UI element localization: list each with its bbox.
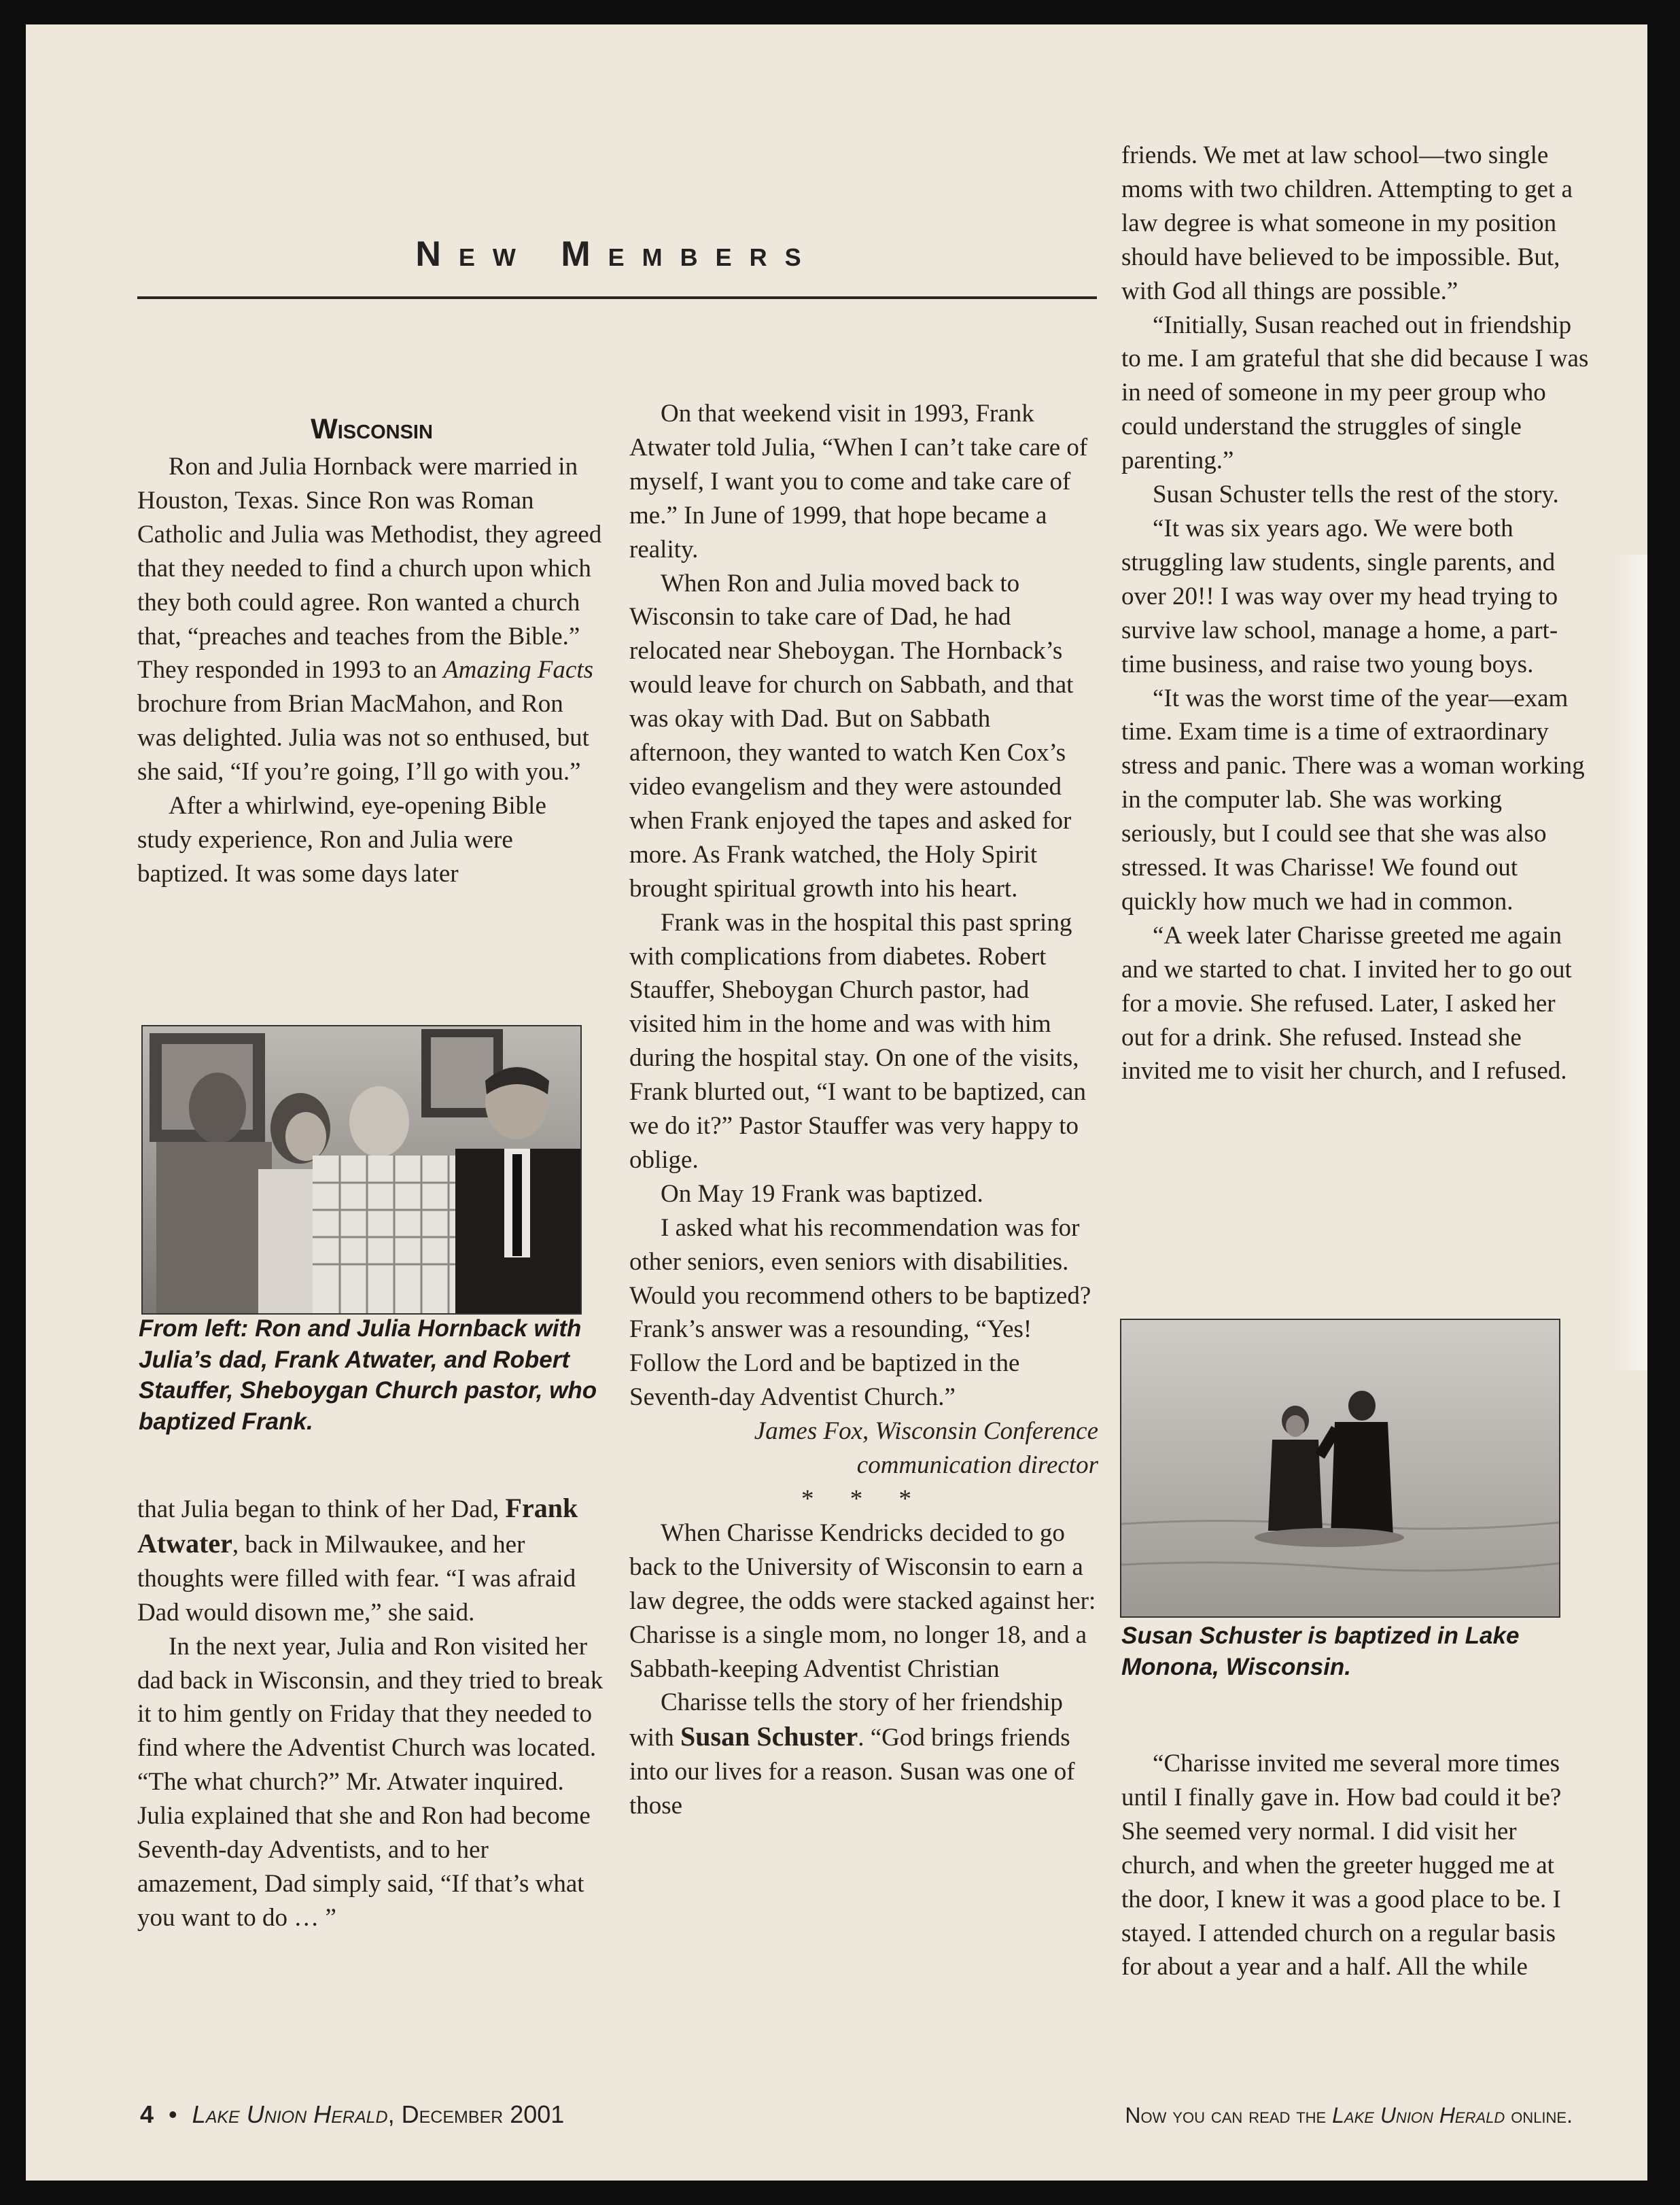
column-2 [629,397,1098,1823]
photo-hornback-family [141,1025,582,1315]
page-title: New Members [137,223,1097,299]
column-1-continued [137,1491,606,1935]
photo-lake-baptism [1120,1319,1560,1618]
footer-note: Now you can read the [1125,2103,1333,2128]
paragraph: In the next year, Julia and Ron visited her dad back in Wisconsin, and they tried to break it to him gently on Friday that they needed to find where the Adventist Church was located. “The what church?” Mr. Atwater inquired. Julia explained that she and Ron had become Seventh-day Adventists, and to her amazement, Dad simply said, “If that’s what you want to do … ” [137,1632,603,1932]
column-1 [137,412,606,891]
name-frank-atwater: Frank Atwater [137,1493,578,1559]
brochure-title: Amazing Facts [443,656,594,684]
publication-name: Lake Union Herald [192,2100,388,2128]
footer-note-end: online. [1505,2103,1573,2128]
section-heading-wisconsin: Wisconsin [311,413,433,445]
footer-bullet: • [169,2100,177,2128]
paragraph: Susan Schuster tells the rest of the story. [1153,481,1559,509]
paragraph: “Initially, Susan reached out in friendship to me. I am grateful that she did because I was in need of someone in my peer group who could understand the struggles of single parenting.” [1121,311,1589,475]
paragraph: that Julia began to think of her Dad, Frank Atwater, back in Milwaukee, and her thoughts were filled with fear. “I was afraid Dad would disown me,” she said. [137,1493,578,1627]
footer-right [1125,2103,1573,2128]
paragraph: Ron and Julia Hornback were married in Houston, Texas. Since Ron was Roman Catholic and Julia was Methodist, they agreed that they needed to find a church upon which they both could agree. Ron wanted a church that, “preaches and teaches from the Bible.” They responded in 1993 to an Amazing Facts brochure from Brian MacMahon, and Ron was delighted. Julia was not so enthused, but she said, “If you’re going, I’ll go with you.” [137,453,602,786]
baptism-photo-image [1121,1320,1559,1616]
paragraph: “It was six years ago. We were both struggling law students, single parents, and over 20!! I was way over my head trying to survive law school, manage a home, a part-time business, and raise two young boys. [1121,514,1558,678]
footer-left [140,2100,564,2129]
paragraph: On that weekend visit in 1993, Frank Atwater told Julia, “When I can’t take care of myself, I want you to come and take care of me.” In June of 1999, that hope became a reality. [629,400,1088,563]
name-susan-schuster: Susan Schuster [680,1721,858,1752]
paragraph: Frank was in the hospital this past spring with complications from diabetes. Robert Stauffer, Sheboygan Church pastor, had visited him in the home and was with him during the hospital stay. On one of the visits, Frank blurted out, “I want to be baptized, can we do it?” Pastor Stauffer was very happy to oblige. [629,908,1086,1174]
footer-publication-name: Lake Union Herald [1332,2103,1505,2128]
paragraph: Charisse tells the story of her friendship with Susan Schuster. “God brings friends into our lives for a reason. Susan was one of those [629,1688,1075,1820]
paragraph: After a whirlwind, eye-opening Bible study experience, Ron and Julia were baptized. It was some days later [137,792,546,888]
magazine-page [26,24,1647,2181]
group-photo-image [143,1026,580,1313]
column-3-continued [1121,1747,1590,1984]
photo-caption-hornback: From left: Ron and Julia Hornback with Julia’s dad, Frank Atwater, and Robert Stauffer, Sheboygan Church pastor, who baptized Frank. [139,1315,597,1435]
page-number: 4 [140,2100,154,2128]
paragraph: When Charisse Kendricks decided to go back to the University of Wisconsin to earn a law degree, the odds were stacked against her: Charisse is a single mom, no longer 18, and a Sabbath-keeping Adventist Christian [629,1518,1096,1683]
paragraph: When Ron and Julia moved back to Wisconsin to take care of Dad, he had relocated near Sheboygan. The Hornback’s would leave for church on Sabbath, and that was okay with Dad. But on Sabbath afternoon, they wanted to watch Ken Cox’s video evangelism and they were astounded when Frank enjoyed the tapes and asked for more. As Frank watched, the Holy Spirit brought spiritual growth into his heart. [629,569,1074,903]
photo-caption-schuster: Susan Schuster is baptized in Lake Monona, Wisconsin. [1121,1622,1520,1680]
paragraph: On May 19 Frank was baptized. [661,1179,983,1208]
paragraph: I asked what his recommendation was for other seniors, even seniors with disabilities. Would you recommend others to be baptized? Frank’s answer was a resounding, “Yes! Follow the Lord and be baptized in the Seventh-day Adventist Church.” [629,1213,1091,1412]
author-signature: James Fox, Wisconsin Conference communication director [754,1417,1098,1480]
column-3 [1121,139,1590,1088]
paragraph: friends. We met at law school—two single moms with two children. Attempting to get a law degree is what someone in my position should have believed to be impossible. But, with God all things are possible.” [1121,141,1573,305]
section-separator: * * * [801,1485,926,1513]
issue-date: , December 2001 [387,2100,565,2128]
paragraph: “It was the worst time of the year—exam time. Exam time is a time of extraordinary stress and panic. There was a woman working in the computer lab. She was working seriously, but I could see that she was also stressed. It was Charisse! We found out quickly how much we had in common. [1121,684,1585,916]
paragraph: “A week later Charisse greeted me again and we started to chat. I invited her to go out for a movie. She refused. Later, I asked her out for a drink. She refused. Instead she invited me to visit her church, and I refused. [1121,921,1572,1086]
paragraph: “Charisse invited me several more times until I finally gave in. How bad could it be? She seemed very normal. I did visit her church, and when the greeter hugged me at the door, I knew it was a good place to be. I stayed. I attended church on a regular basis for about a year and a half. All the while [1121,1750,1562,1981]
